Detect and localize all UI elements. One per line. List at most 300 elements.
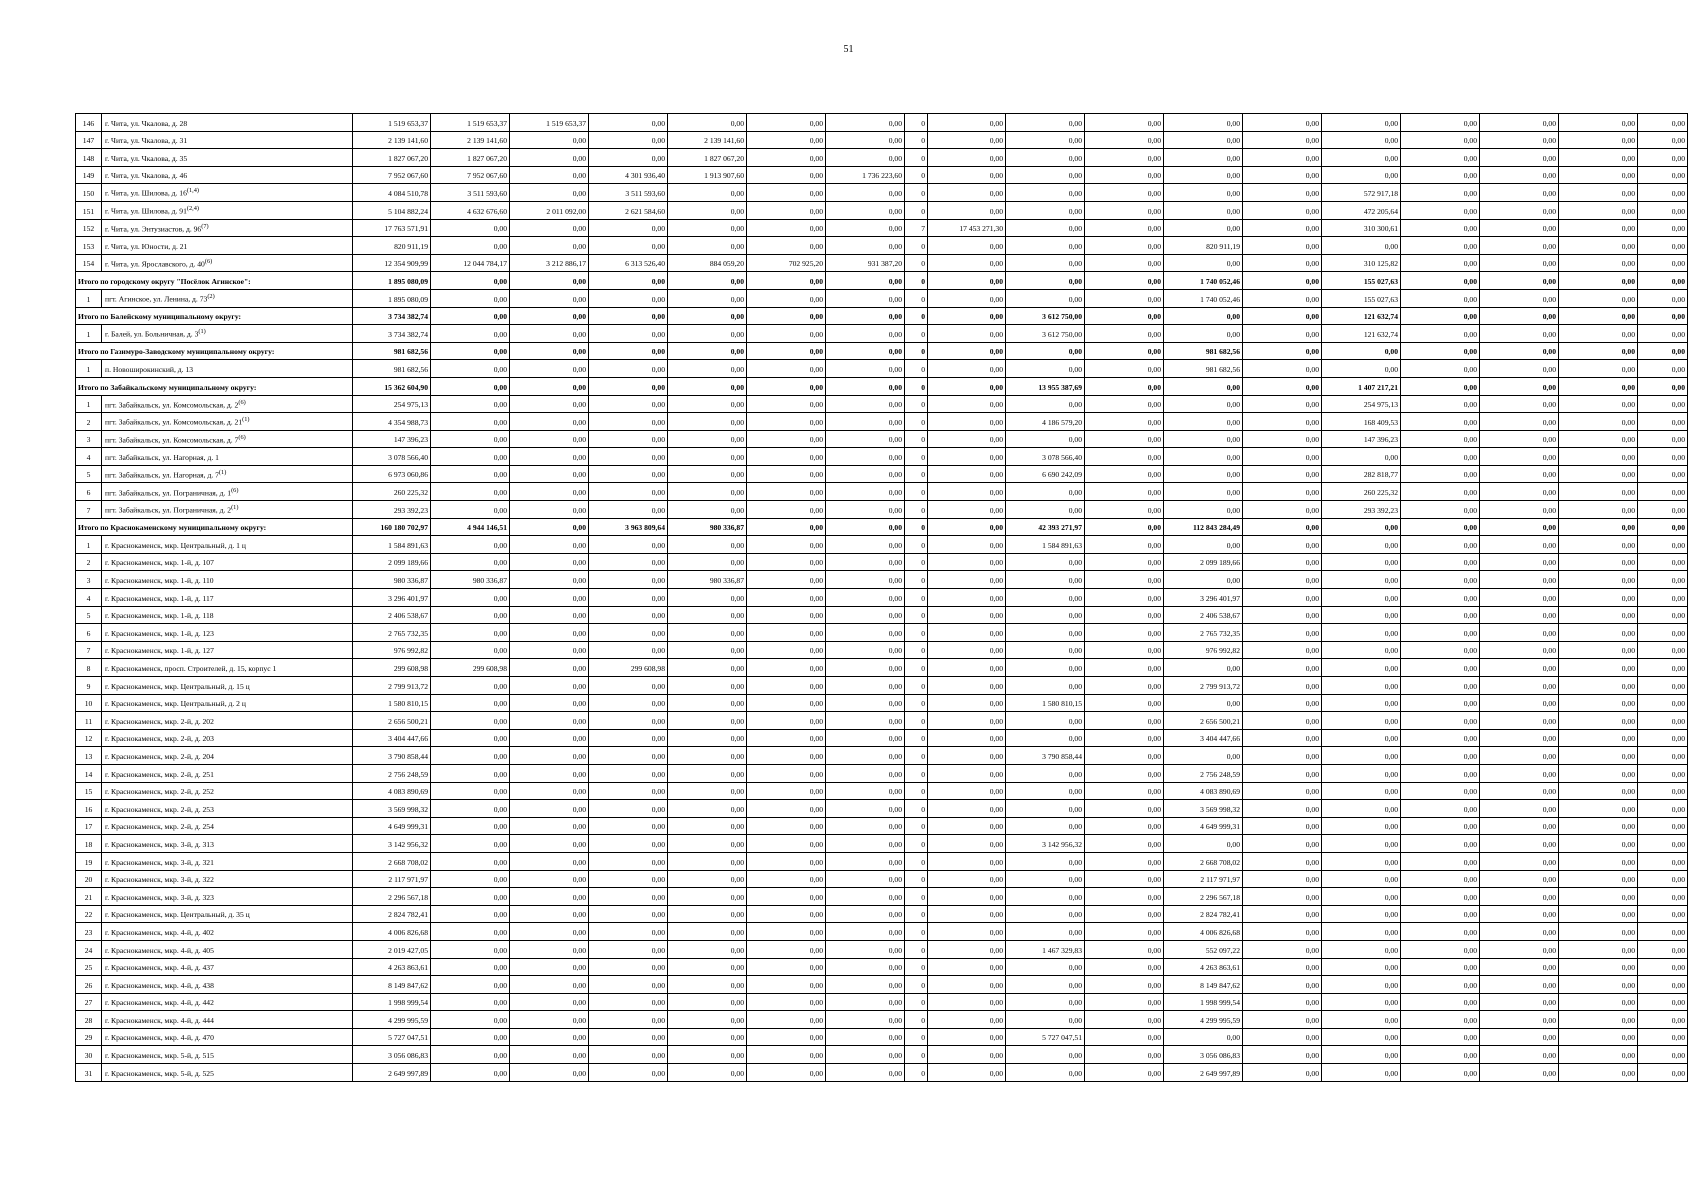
address-text: г. Краснокаменск, мкр. 3-й, д. 323 xyxy=(105,892,214,902)
value-cell: 0,00 xyxy=(1480,483,1559,501)
address-cell xyxy=(102,659,353,677)
value-cell: 0,00 xyxy=(589,817,668,835)
row-number: 154 xyxy=(76,254,102,272)
value-cell: 0,00 xyxy=(928,1046,1006,1064)
value-cell: 0,00 xyxy=(668,624,747,642)
value-cell: 2 799 913,72 xyxy=(1164,677,1243,695)
value-cell: 0,00 xyxy=(1638,571,1688,589)
value-cell: 0,00 xyxy=(431,870,510,888)
footnote-mark: (6) xyxy=(238,433,246,441)
value-cell: 0,00 xyxy=(1006,852,1085,870)
value-cell: 6 973 060,86 xyxy=(353,465,431,483)
value-cell: 0,00 xyxy=(1006,201,1085,219)
value-cell: 0,00 xyxy=(431,377,510,395)
value-cell: 0,00 xyxy=(668,729,747,747)
address-text: г. Краснокаменск, мкр. 2-й, д. 254 xyxy=(105,822,214,832)
address-cell xyxy=(102,254,353,272)
value-cell: 0,00 xyxy=(1401,589,1480,607)
address-cell xyxy=(102,782,353,800)
value-cell: 0,00 xyxy=(826,413,905,431)
value-cell: 0,00 xyxy=(1401,659,1480,677)
value-cell: 0,00 xyxy=(1006,114,1085,132)
value-cell: 0,00 xyxy=(668,1028,747,1046)
value-cell: 0 xyxy=(905,905,928,923)
value-cell: 0,00 xyxy=(1322,571,1401,589)
value-cell: 0,00 xyxy=(747,905,826,923)
footnote-mark: (1) xyxy=(231,504,239,512)
address-cell xyxy=(102,536,353,554)
value-cell: 0,00 xyxy=(668,272,747,290)
value-cell: 0,00 xyxy=(747,677,826,695)
value-cell: 0,00 xyxy=(1638,817,1688,835)
value-cell: 0 xyxy=(905,835,928,853)
value-cell: 0,00 xyxy=(826,835,905,853)
value-cell: 0,00 xyxy=(1559,852,1638,870)
value-cell: 0,00 xyxy=(1480,342,1559,360)
value-cell: 0,00 xyxy=(431,940,510,958)
value-cell: 0,00 xyxy=(1480,571,1559,589)
value-cell: 2 117 971,97 xyxy=(1164,870,1243,888)
value-cell: 0,00 xyxy=(747,976,826,994)
table-row xyxy=(76,624,1688,642)
value-cell: 0,00 xyxy=(826,571,905,589)
value-cell: 168 409,53 xyxy=(1322,413,1401,431)
value-cell: 0,00 xyxy=(1243,817,1322,835)
value-cell: 0,00 xyxy=(1480,817,1559,835)
value-cell: 0,00 xyxy=(1243,923,1322,941)
value-cell: 0,00 xyxy=(668,940,747,958)
value-cell: 0,00 xyxy=(747,430,826,448)
table-row xyxy=(76,553,1688,571)
value-cell: 12 044 784,17 xyxy=(431,254,510,272)
value-cell: 0,00 xyxy=(1322,659,1401,677)
address-cell xyxy=(102,729,353,747)
value-cell: 1 827 067,20 xyxy=(353,149,431,167)
value-cell: 0,00 xyxy=(1006,764,1085,782)
value-cell: 0,00 xyxy=(826,1011,905,1029)
value-cell: 0,00 xyxy=(431,835,510,853)
value-cell: 0,00 xyxy=(1638,518,1688,536)
value-cell: 0 xyxy=(905,518,928,536)
value-cell: 0 xyxy=(905,254,928,272)
value-cell: 2 621 584,60 xyxy=(589,201,668,219)
value-cell: 0,00 xyxy=(1401,149,1480,167)
address-cell xyxy=(102,712,353,730)
value-cell: 0,00 xyxy=(431,289,510,307)
row-number: 7 xyxy=(76,501,102,519)
value-cell: 0,00 xyxy=(928,448,1006,466)
row-number: 28 xyxy=(76,1011,102,1029)
address-text: г. Краснокаменск, мкр. 1-й, д. 127 xyxy=(105,646,214,656)
value-cell: 0,00 xyxy=(589,782,668,800)
value-cell: 0,00 xyxy=(1638,501,1688,519)
value-cell: 0,00 xyxy=(747,272,826,290)
value-cell: 0,00 xyxy=(1401,993,1480,1011)
value-cell: 310 125,82 xyxy=(1322,254,1401,272)
value-cell: 0,00 xyxy=(510,219,589,237)
value-cell: 0,00 xyxy=(510,852,589,870)
value-cell: 155 027,63 xyxy=(1322,272,1401,290)
value-cell: 0,00 xyxy=(1322,747,1401,765)
value-cell: 0,00 xyxy=(1322,342,1401,360)
value-cell: 0,00 xyxy=(1559,395,1638,413)
value-cell: 0,00 xyxy=(928,694,1006,712)
value-cell: 0,00 xyxy=(510,272,589,290)
value-cell: 3 569 998,32 xyxy=(1164,800,1243,818)
value-cell: 0,00 xyxy=(1638,712,1688,730)
value-cell: 1 467 329,83 xyxy=(1006,940,1085,958)
table-row xyxy=(76,131,1688,149)
row-number: 153 xyxy=(76,237,102,255)
value-cell: 0,00 xyxy=(431,1064,510,1082)
value-cell: 1 913 907,60 xyxy=(668,166,747,184)
value-cell: 0,00 xyxy=(589,430,668,448)
value-cell: 0,00 xyxy=(928,342,1006,360)
value-cell: 0,00 xyxy=(510,325,589,343)
value-cell: 0,00 xyxy=(1085,114,1164,132)
value-cell: 0,00 xyxy=(1243,712,1322,730)
address-cell xyxy=(102,747,353,765)
value-cell: 0,00 xyxy=(1322,448,1401,466)
value-cell: 3 142 956,32 xyxy=(1006,835,1085,853)
value-cell: 0,00 xyxy=(589,870,668,888)
address-text: г. Краснокаменск, мкр. 4-й, д. 470 xyxy=(105,1033,214,1043)
value-cell: 2 019 427,05 xyxy=(353,940,431,958)
value-cell: 4 263 863,61 xyxy=(1164,958,1243,976)
value-cell: 0,00 xyxy=(1401,1028,1480,1046)
table-row xyxy=(76,589,1688,607)
value-cell: 0,00 xyxy=(668,1011,747,1029)
value-cell: 0,00 xyxy=(1401,307,1480,325)
subtotal-label: Итого по Газимуро-Заводскому муниципальному округу: xyxy=(76,342,353,360)
address-text: пгт. Забайкальск, ул. Нагорная, д. 7 xyxy=(105,470,219,480)
value-cell: 0,00 xyxy=(589,606,668,624)
address-cell xyxy=(102,923,353,941)
value-cell: 0,00 xyxy=(1085,1028,1164,1046)
footnote-mark: (1) xyxy=(218,468,227,476)
value-cell: 0,00 xyxy=(589,1046,668,1064)
table-row xyxy=(76,835,1688,853)
table-row xyxy=(76,800,1688,818)
value-cell: 310 300,61 xyxy=(1322,219,1401,237)
value-cell: 0,00 xyxy=(1401,870,1480,888)
table-row xyxy=(76,747,1688,765)
value-cell: 0,00 xyxy=(589,712,668,730)
address-text: г. Краснокаменск, просп. Строителей, д. 15, корпус 1 xyxy=(105,664,277,673)
value-cell: 0,00 xyxy=(589,501,668,519)
value-cell: 0 xyxy=(905,413,928,431)
value-cell: 0,00 xyxy=(826,888,905,906)
value-cell: 0,00 xyxy=(1401,237,1480,255)
value-cell: 0,00 xyxy=(1243,377,1322,395)
value-cell: 0,00 xyxy=(510,764,589,782)
value-cell: 0,00 xyxy=(1401,835,1480,853)
value-cell: 0,00 xyxy=(510,430,589,448)
value-cell: 0,00 xyxy=(431,641,510,659)
value-cell: 0,00 xyxy=(1243,166,1322,184)
value-cell: 0,00 xyxy=(1085,993,1164,1011)
address-text: г. Краснокаменск, мкр. 5-й, д. 515 xyxy=(105,1051,214,1061)
value-cell: 0,00 xyxy=(1401,694,1480,712)
value-cell: 0,00 xyxy=(928,430,1006,448)
value-cell: 0,00 xyxy=(826,536,905,554)
value-cell: 0,00 xyxy=(668,325,747,343)
value-cell: 0,00 xyxy=(1085,536,1164,554)
footnote-mark: (1) xyxy=(242,416,250,424)
value-cell: 0,00 xyxy=(668,641,747,659)
address-cell xyxy=(102,1064,353,1082)
value-cell: 0 xyxy=(905,553,928,571)
value-cell: 0,00 xyxy=(1164,747,1243,765)
value-cell: 0,00 xyxy=(1559,430,1638,448)
value-cell: 572 917,18 xyxy=(1322,184,1401,202)
address-cell xyxy=(102,553,353,571)
value-cell: 0,00 xyxy=(1638,1028,1688,1046)
value-cell: 4 006 826,68 xyxy=(353,923,431,941)
value-cell: 0,00 xyxy=(826,483,905,501)
value-cell: 0,00 xyxy=(1401,342,1480,360)
value-cell: 260 225,32 xyxy=(1322,483,1401,501)
value-cell: 4 006 826,68 xyxy=(1164,923,1243,941)
value-cell: 0,00 xyxy=(1638,448,1688,466)
value-cell: 0,00 xyxy=(510,536,589,554)
value-cell: 4 084 510,78 xyxy=(353,184,431,202)
value-cell: 0,00 xyxy=(1638,993,1688,1011)
value-cell: 0,00 xyxy=(826,149,905,167)
value-cell: 0,00 xyxy=(1559,641,1638,659)
value-cell: 0,00 xyxy=(1006,624,1085,642)
value-cell: 0,00 xyxy=(1243,448,1322,466)
address-text: г. Краснокаменск, мкр. 1-й, д. 107 xyxy=(105,558,214,568)
value-cell: 0,00 xyxy=(1006,659,1085,677)
value-cell: 2 296 567,18 xyxy=(353,888,431,906)
value-cell: 0,00 xyxy=(826,501,905,519)
value-cell: 0,00 xyxy=(1243,624,1322,642)
value-cell: 0,00 xyxy=(1164,571,1243,589)
address-text: г. Краснокаменск, мкр. 4-й, д. 437 xyxy=(105,963,214,973)
value-cell: 0,00 xyxy=(1243,589,1322,607)
value-cell: 0,00 xyxy=(1559,940,1638,958)
value-cell: 0,00 xyxy=(510,1064,589,1082)
value-cell: 3 078 566,40 xyxy=(1006,448,1085,466)
value-cell: 260 225,32 xyxy=(353,483,431,501)
capital-repair-table xyxy=(75,113,1688,1082)
value-cell: 0,00 xyxy=(1559,465,1638,483)
value-cell: 2 406 538,67 xyxy=(353,606,431,624)
value-cell: 3 612 750,00 xyxy=(1006,307,1085,325)
value-cell: 0,00 xyxy=(928,131,1006,149)
value-cell: 0,00 xyxy=(1085,131,1164,149)
value-cell: 0,00 xyxy=(928,993,1006,1011)
value-cell: 0,00 xyxy=(510,940,589,958)
value-cell: 160 180 702,97 xyxy=(353,518,431,536)
value-cell: 0,00 xyxy=(668,976,747,994)
value-cell: 0,00 xyxy=(668,993,747,1011)
value-cell: 0,00 xyxy=(1559,325,1638,343)
value-cell: 4 649 999,31 xyxy=(353,817,431,835)
value-cell: 0,00 xyxy=(1638,360,1688,378)
table-body xyxy=(76,114,1688,1082)
row-number: 9 xyxy=(76,677,102,695)
value-cell: 0,00 xyxy=(928,958,1006,976)
value-cell: 0,00 xyxy=(1006,272,1085,290)
value-cell: 0,00 xyxy=(928,817,1006,835)
value-cell: 0,00 xyxy=(589,1028,668,1046)
row-number: 14 xyxy=(76,764,102,782)
value-cell: 0,00 xyxy=(1243,430,1322,448)
value-cell: 0,00 xyxy=(668,747,747,765)
value-cell: 0,00 xyxy=(1480,184,1559,202)
value-cell: 0,00 xyxy=(510,870,589,888)
value-cell: 0,00 xyxy=(1401,166,1480,184)
value-cell: 1 827 067,20 xyxy=(431,149,510,167)
value-cell: 0,00 xyxy=(928,571,1006,589)
address-cell xyxy=(102,1046,353,1064)
row-number: 152 xyxy=(76,219,102,237)
value-cell: 0,00 xyxy=(589,589,668,607)
value-cell: 0,00 xyxy=(1638,289,1688,307)
table-row xyxy=(76,149,1688,167)
value-cell: 0,00 xyxy=(1322,782,1401,800)
value-cell: 0,00 xyxy=(431,712,510,730)
value-cell: 0,00 xyxy=(928,624,1006,642)
value-cell: 0,00 xyxy=(431,237,510,255)
value-cell: 0,00 xyxy=(431,1028,510,1046)
address-text: г. Краснокаменск, мкр. 1-й, д. 118 xyxy=(105,611,214,621)
value-cell: 0,00 xyxy=(589,465,668,483)
value-cell: 3 056 086,83 xyxy=(353,1046,431,1064)
row-number: 5 xyxy=(76,465,102,483)
value-cell: 1 895 080,09 xyxy=(353,272,431,290)
value-cell: 0,00 xyxy=(1243,413,1322,431)
value-cell: 976 992,82 xyxy=(353,641,431,659)
value-cell: 0,00 xyxy=(1085,184,1164,202)
value-cell: 0,00 xyxy=(1243,114,1322,132)
table-row xyxy=(76,923,1688,941)
value-cell: 0 xyxy=(905,201,928,219)
value-cell: 0,00 xyxy=(1243,237,1322,255)
value-cell: 7 952 067,60 xyxy=(353,166,431,184)
value-cell: 0,00 xyxy=(668,237,747,255)
value-cell: 3 511 593,60 xyxy=(431,184,510,202)
value-cell: 0,00 xyxy=(668,923,747,941)
value-cell: 0,00 xyxy=(826,114,905,132)
value-cell: 0 xyxy=(905,571,928,589)
value-cell: 2 765 732,35 xyxy=(353,624,431,642)
value-cell: 0,00 xyxy=(1401,201,1480,219)
value-cell: 0,00 xyxy=(431,1046,510,1064)
value-cell: 0,00 xyxy=(1638,694,1688,712)
value-cell: 0,00 xyxy=(1243,131,1322,149)
table-row xyxy=(76,571,1688,589)
value-cell: 0,00 xyxy=(1638,888,1688,906)
value-cell: 0,00 xyxy=(431,923,510,941)
value-cell: 0,00 xyxy=(1243,553,1322,571)
value-cell: 0,00 xyxy=(510,624,589,642)
value-cell: 2 656 500,21 xyxy=(353,712,431,730)
value-cell: 0,00 xyxy=(510,413,589,431)
address-cell xyxy=(102,589,353,607)
address-text: г. Краснокаменск, мкр. 2-й, д. 204 xyxy=(105,751,214,761)
value-cell: 0,00 xyxy=(826,712,905,730)
address-cell xyxy=(102,166,353,184)
value-cell: 0,00 xyxy=(747,237,826,255)
value-cell: 0,00 xyxy=(928,677,1006,695)
value-cell: 0,00 xyxy=(1559,360,1638,378)
table-row xyxy=(76,993,1688,1011)
value-cell: 0,00 xyxy=(1559,201,1638,219)
row-number: 27 xyxy=(76,993,102,1011)
table-row xyxy=(76,114,1688,132)
value-cell: 0,00 xyxy=(928,465,1006,483)
value-cell: 0 xyxy=(905,342,928,360)
table-row xyxy=(76,254,1688,272)
value-cell: 0,00 xyxy=(1559,307,1638,325)
address-text: г. Краснокаменск, мкр. 1-й, д. 123 xyxy=(105,628,214,638)
value-cell: 0,00 xyxy=(1638,1046,1688,1064)
value-cell: 0,00 xyxy=(1638,624,1688,642)
value-cell: 0,00 xyxy=(1006,888,1085,906)
value-cell: 0,00 xyxy=(431,782,510,800)
value-cell: 0 xyxy=(905,694,928,712)
page-number: 51 xyxy=(843,44,854,55)
value-cell: 0,00 xyxy=(1480,677,1559,695)
row-number: 3 xyxy=(76,430,102,448)
footnote-mark: (2) xyxy=(207,293,215,300)
row-number: 17 xyxy=(76,817,102,835)
value-cell: 0,00 xyxy=(1322,237,1401,255)
value-cell: 0,00 xyxy=(1480,201,1559,219)
value-cell: 2 799 913,72 xyxy=(353,677,431,695)
row-number: 21 xyxy=(76,888,102,906)
value-cell: 0,00 xyxy=(1006,905,1085,923)
value-cell: 0,00 xyxy=(1006,1046,1085,1064)
value-cell: 0,00 xyxy=(589,923,668,941)
value-cell: 0 xyxy=(905,272,928,290)
value-cell: 0,00 xyxy=(589,624,668,642)
address-text: г. Чита, ул. Шилова, д. 91 xyxy=(105,206,187,216)
value-cell: 0,00 xyxy=(510,571,589,589)
address-text: г. Краснокаменск, мкр. 2-й, д. 252 xyxy=(105,787,214,797)
value-cell: 0,00 xyxy=(668,694,747,712)
value-cell: 0,00 xyxy=(1322,1011,1401,1029)
value-cell: 0,00 xyxy=(928,976,1006,994)
value-cell: 0,00 xyxy=(1401,289,1480,307)
value-cell: 3 404 447,66 xyxy=(1164,729,1243,747)
value-cell: 0,00 xyxy=(510,342,589,360)
value-cell: 0,00 xyxy=(668,905,747,923)
table-row xyxy=(76,641,1688,659)
value-cell: 0,00 xyxy=(1480,800,1559,818)
value-cell: 0,00 xyxy=(1559,536,1638,554)
value-cell: 4 301 936,40 xyxy=(589,166,668,184)
value-cell: 0,00 xyxy=(1401,940,1480,958)
value-cell: 0,00 xyxy=(668,483,747,501)
value-cell: 0,00 xyxy=(1085,237,1164,255)
value-cell: 0,00 xyxy=(431,852,510,870)
value-cell: 1 740 052,46 xyxy=(1164,272,1243,290)
value-cell: 0,00 xyxy=(1322,553,1401,571)
value-cell: 0,00 xyxy=(826,800,905,818)
value-cell: 3 142 956,32 xyxy=(353,835,431,853)
value-cell: 0,00 xyxy=(589,958,668,976)
value-cell: 0,00 xyxy=(589,888,668,906)
value-cell: 0,00 xyxy=(510,993,589,1011)
value-cell: 0,00 xyxy=(1480,272,1559,290)
value-cell: 0,00 xyxy=(1638,342,1688,360)
address-cell xyxy=(102,395,353,413)
value-cell: 0 xyxy=(905,1046,928,1064)
